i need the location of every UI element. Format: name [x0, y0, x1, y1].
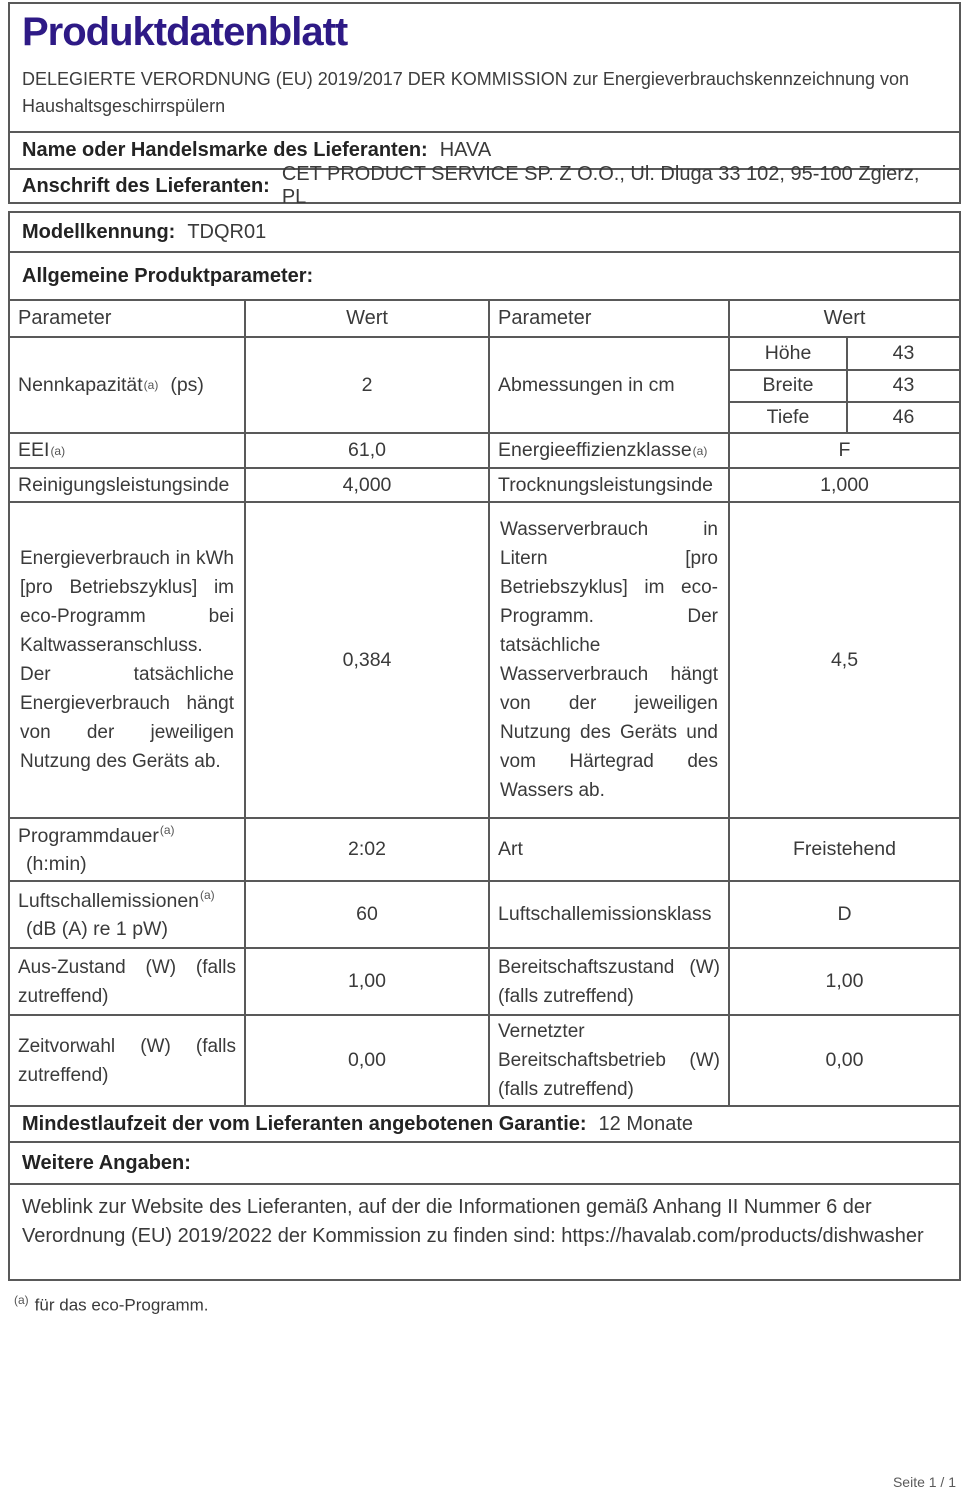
parameter-table	[8, 299, 961, 1107]
page-title: Produktdatenblatt	[22, 10, 348, 54]
off-mode-label: Aus-Zustand (W) (falls zutreffend)	[18, 956, 236, 1007]
supplier-name-value: HAVA	[439, 139, 492, 161]
col-header-parameter-right: Parameter	[488, 301, 728, 336]
delay-start-label: Zeitvorwahl (W) (falls zutreffend)	[18, 1035, 236, 1086]
off-mode-label-cell	[10, 949, 244, 1014]
supplier-address-label: Anschrift des Lieferanten:	[22, 174, 270, 197]
type-label: Art	[488, 819, 728, 880]
eei-label-cell: EEI (a)	[18, 439, 66, 461]
networked-standby-value: 0,00	[728, 1016, 959, 1105]
energy-consumption-label-cell	[10, 503, 244, 817]
type-value: Freistehend	[728, 819, 959, 880]
footnote-text: für das eco-Programm.	[34, 1295, 209, 1315]
dimensions-label: Abmessungen in cm	[488, 338, 728, 432]
general-parameters-heading	[8, 251, 961, 301]
standby-label: Bereitschaftszustand (W) (falls zutreffend)	[498, 956, 720, 1007]
standby-label-cell	[488, 949, 728, 1014]
delay-start-label-cell	[10, 1016, 244, 1105]
dimension-width-value: 43	[846, 371, 959, 400]
col-header-wert-right: Wert	[728, 301, 959, 336]
capacity-label: Nennkapazität	[18, 373, 143, 396]
noise-class-label: Luftschallemissionsklass	[488, 882, 728, 947]
dimension-width-label: Breite	[762, 374, 814, 397]
product-datasheet	[8, 2, 961, 1316]
dimension-depth-value: 46	[846, 403, 959, 432]
dimension-height-value: 43	[846, 338, 959, 369]
more-info-label: Weitere Angaben:	[22, 1151, 191, 1174]
supplier-address-value: CET PRODUCT SERVICE SP. Z O.O., Ul. Dluga 33 102, 95-100 Zgierz, PL	[281, 163, 920, 208]
guarantee-value: 12 Monate	[598, 1112, 694, 1135]
supplier-name-label: Name oder Handelsmarke des Lieferanten:	[22, 139, 428, 161]
footnote	[14, 1293, 961, 1316]
networked-standby-label-cell	[488, 1016, 728, 1105]
drying-index-value: 1,000	[728, 469, 959, 501]
noise-unit: (dB (A) re 1 pW)	[26, 917, 168, 940]
delay-start-value: 0,00	[244, 1016, 488, 1105]
page-indicator: Seite 1 / 1	[892, 1474, 956, 1490]
dimension-row-height	[730, 338, 959, 369]
supplier-address-row	[8, 163, 961, 208]
water-consumption-value: 4,5	[728, 503, 959, 817]
noise-class-value: D	[728, 882, 959, 947]
capacity-unit: (ps)	[170, 373, 204, 396]
drying-index-label: Trocknungsleistungsinde	[488, 469, 728, 501]
energy-class-label-cell: Energieeffizienzklasse (a)	[488, 434, 728, 467]
guarantee-label: Mindestlaufzeit der vom Lieferanten angebotenen Garantie:	[22, 1112, 587, 1135]
table-row-consumption	[10, 501, 959, 817]
noise-footnote-marker: (a)	[200, 888, 215, 902]
dimension-depth-label: Tiefe	[766, 405, 810, 428]
energy-consumption-label: Energieverbrauch in kWh [pro Betriebszyklus] im eco-Programm bei Kaltwasseranschluss. Der tatsächliche Energieverbrauch hängt von der jeweiligen Nutzung des Geräts ab.	[20, 548, 234, 772]
noise-value: 60	[244, 882, 488, 947]
footnote-marker: (a)	[14, 1293, 29, 1307]
weblink-row	[8, 1183, 961, 1281]
table-row-delay-start	[10, 1014, 959, 1105]
noise-label: Luftschallemissionen	[18, 889, 200, 912]
table-row-eei	[10, 432, 959, 467]
duration-label: Programmdauer	[18, 824, 159, 847]
weblink-url[interactable]: https://havalab.com/products/dishwasher	[561, 1225, 924, 1247]
energy-class-value: F	[728, 434, 959, 467]
regulation-subtitle: DELEGIERTE VERORDNUNG (EU) 2019/2017 DER KOMMISSION zur Energieverbrauchskennzeichnung von Haushaltsgeschirrspülern	[22, 69, 910, 116]
water-consumption-label-cell	[488, 503, 728, 817]
duration-footnote-marker: (a)	[159, 823, 175, 837]
duration-value: 2:02	[244, 819, 488, 880]
weblink-text: Weblink zur Website des Lieferanten, auf der die Informationen gemäß Anhang II Nummer 6 der Verordnung (EU) 2019/2022 der Kommission zu finden sind:	[22, 1196, 872, 1247]
dimensions-cell	[728, 338, 959, 432]
table-row-off-mode	[10, 947, 959, 1014]
off-mode-value: 1,00	[244, 949, 488, 1014]
cleaning-index-value: 4,000	[244, 469, 488, 501]
energy-consumption-value: 0,384	[244, 503, 488, 817]
table-row-capacity	[10, 336, 959, 432]
dimension-row-depth	[730, 401, 959, 432]
energy-class-label: Energieeffizienzklasse	[498, 439, 692, 461]
more-info-row	[8, 1141, 961, 1185]
dimension-height-label: Höhe	[764, 342, 812, 365]
col-header-parameter-left: Parameter	[18, 307, 112, 329]
water-consumption-label: Wasserverbrauch in Litern [pro Betriebszyklus] im eco-Programm. Der tatsächliche Wasserverbrauch hängt von der jeweiligen Nutzung des Geräts und vom Härtegrad des Wassers ab.	[500, 519, 718, 801]
header-section	[8, 2, 961, 133]
cleaning-index-label: Reinigungsleistungsinde	[18, 473, 230, 496]
guarantee-row	[8, 1105, 961, 1143]
standby-value: 1,00	[728, 949, 959, 1014]
networked-standby-label: Vernetzter Bereitschaftsbetrieb (W) (falls zutreffend)	[498, 1021, 720, 1100]
table-row-cleaning-index	[10, 467, 959, 501]
capacity-value: 2	[244, 338, 488, 432]
table-header-row	[10, 301, 959, 336]
eei-value: 61,0	[244, 434, 488, 467]
model-id-row	[8, 211, 961, 253]
model-id-value: TDQR01	[187, 220, 267, 243]
duration-label-cell	[10, 819, 244, 880]
capacity-label-cell: Nennkapazität (a) (ps)	[18, 373, 204, 396]
table-row-duration	[10, 817, 959, 880]
duration-unit: (h:min)	[26, 852, 87, 875]
table-row-noise	[10, 880, 959, 947]
model-id-label: Modellkennung:	[22, 220, 176, 243]
col-header-wert-left: Wert	[244, 301, 488, 336]
noise-label-cell	[10, 882, 244, 947]
general-parameters-title: Allgemeine Produktparameter:	[22, 264, 314, 287]
eei-label: EEI	[18, 439, 50, 461]
dimension-row-width	[730, 369, 959, 400]
